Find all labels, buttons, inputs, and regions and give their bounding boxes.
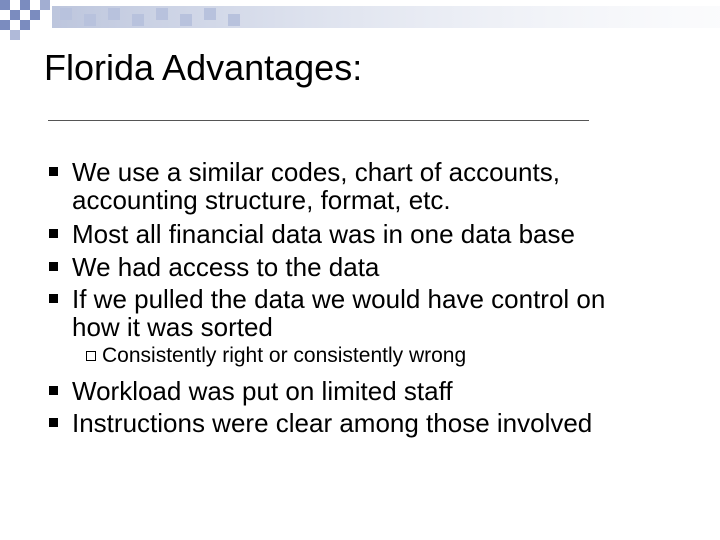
- bullet-marker-icon: [49, 386, 58, 395]
- sub-bullet-checkbox-icon: [86, 351, 96, 361]
- bullet-marker-icon: [49, 262, 58, 271]
- bullet-item: Instructions were clear among those involved: [72, 408, 593, 438]
- bullet-marker-icon: [49, 167, 58, 176]
- sub-bullet-item: Consistently right or consistently wrong: [102, 344, 467, 367]
- bullet-item: We use a similar codes, chart of accounts,: [72, 157, 560, 187]
- bullet-marker-icon: [49, 294, 58, 303]
- bullet-marker-icon: [49, 229, 58, 238]
- bullet-item: Workload was put on limited staff: [72, 376, 453, 406]
- bullet-item: We had access to the data: [72, 252, 380, 282]
- slide-title: Florida Advantages:: [44, 47, 363, 88]
- bullet-item: Most all financial data was in one data base: [72, 219, 575, 249]
- bullet-item: If we pulled the data we would have control on: [72, 284, 606, 314]
- bullet-marker-icon: [49, 418, 58, 427]
- bullet-item-continuation: accounting structure, format, etc.: [72, 185, 451, 215]
- bullet-item-continuation: how it was sorted: [72, 312, 273, 342]
